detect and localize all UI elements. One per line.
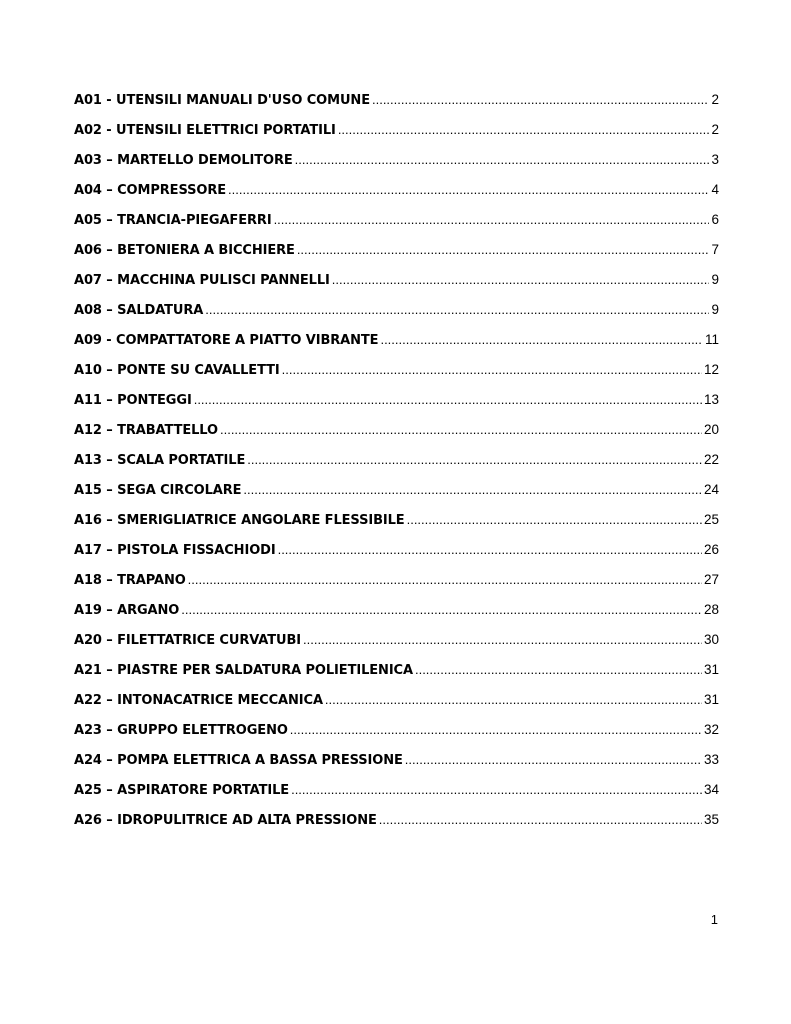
toc-entry-page-number[interactable]: 35 [703, 812, 719, 827]
toc-entry[interactable] [74, 420, 719, 450]
toc-entry-title[interactable]: A04 – COMPRESSORE [74, 183, 227, 198]
toc-entry-title[interactable]: A24 – POMPA ELETTRICA A BASSA PRESSIONE [74, 753, 403, 768]
toc-entry[interactable] [74, 360, 719, 390]
toc-entry-title[interactable]: A12 – TRABATTELLO [74, 423, 218, 438]
toc-entry-title[interactable]: A26 – IDROPULITRICE AD ALTA PRESSIONE [74, 813, 377, 828]
toc-dot-leader [188, 570, 702, 590]
toc-entry-page-number[interactable]: 9 [711, 302, 719, 317]
toc-entry-title[interactable]: A25 – ASPIRATORE PORTATILE [74, 783, 290, 798]
toc-dot-leader [274, 210, 710, 230]
toc-entry[interactable] [74, 540, 719, 570]
toc-entry[interactable] [74, 120, 719, 150]
toc-dot-leader [303, 630, 702, 650]
toc-entry-page-number[interactable]: 26 [703, 542, 719, 557]
toc-entry-title[interactable]: A16 – SMERIGLIATRICE ANGOLARE FLESSIBILE [74, 513, 405, 528]
toc-entry-title[interactable]: A10 – PONTE SU CAVALLETTI [74, 363, 280, 378]
toc-entry-title[interactable]: A21 – PIASTRE PER SALDATURA POLIETILENICA [74, 663, 413, 678]
toc-entry-title[interactable]: A01 - UTENSILI MANUALI D'USO COMUNE [74, 93, 370, 108]
toc-entry-page-number[interactable]: 28 [703, 602, 719, 617]
toc-dot-leader [405, 750, 702, 770]
toc-entry[interactable] [74, 300, 719, 330]
toc-entry-title[interactable]: A02 - UTENSILI ELETTRICI PORTATILI [74, 123, 336, 138]
toc-entry-title[interactable]: A08 – SALDATURA [74, 303, 204, 318]
toc-entry-page-number[interactable]: 31 [703, 662, 719, 677]
toc-dot-leader [297, 240, 710, 260]
toc-entry-title[interactable]: A17 – PISTOLA FISSACHIODI [74, 543, 276, 558]
toc-entry-page-number[interactable]: 22 [703, 452, 719, 467]
toc-dot-leader [338, 120, 710, 140]
toc-dot-leader [332, 270, 710, 290]
toc-dot-leader [379, 810, 702, 830]
toc-entry-page-number[interactable]: 32 [703, 722, 719, 737]
toc-entry-title[interactable]: A03 – MARTELLO DEMOLITORE [74, 153, 293, 168]
toc-entry-title[interactable]: A20 – FILETTATRICE CURVATUBI [74, 633, 302, 648]
toc-entry[interactable] [74, 690, 719, 720]
toc-entry-page-number[interactable]: 7 [711, 242, 719, 257]
toc-entry-page-number[interactable]: 9 [711, 272, 719, 287]
toc-dot-leader [415, 660, 702, 680]
toc-entry[interactable] [74, 330, 719, 360]
toc-entry[interactable] [74, 390, 719, 420]
toc-entry-page-number[interactable]: 20 [703, 422, 719, 437]
toc-entry-title[interactable]: A11 – PONTEGGI [74, 393, 192, 408]
toc-dot-leader [220, 420, 702, 440]
toc-entry-page-number[interactable]: 3 [711, 152, 719, 167]
toc-entry-page-number[interactable]: 25 [703, 512, 719, 527]
toc-entry[interactable] [74, 780, 719, 810]
toc-entry-title[interactable]: A05 – TRANCIA-PIEGAFERRI [74, 213, 272, 228]
toc-entry-page-number[interactable]: 30 [703, 632, 719, 647]
toc-entry-title[interactable]: A18 – TRAPANO [74, 573, 186, 588]
toc-dot-leader [181, 600, 702, 620]
toc-entry-page-number[interactable]: 33 [703, 752, 719, 767]
toc-dot-leader [205, 300, 709, 320]
toc-entry-title[interactable]: A19 – ARGANO [74, 603, 180, 618]
toc-dot-leader [291, 780, 702, 800]
toc-entry-page-number[interactable]: 27 [703, 572, 719, 587]
toc-entry[interactable] [74, 240, 719, 270]
page-number: 1 [710, 912, 718, 927]
toc-entry[interactable] [74, 450, 719, 480]
toc-entry-page-number[interactable]: 34 [703, 782, 719, 797]
toc-entry-title[interactable]: A23 – GRUPPO ELETTROGENO [74, 723, 288, 738]
toc-entry-page-number[interactable]: 24 [703, 482, 719, 497]
toc-dot-leader [407, 510, 702, 530]
toc-dot-leader [372, 90, 710, 110]
toc-entry[interactable] [74, 600, 719, 630]
toc-entry[interactable] [74, 270, 719, 300]
toc-dot-leader [228, 180, 709, 200]
toc-entry[interactable] [74, 150, 719, 180]
toc-dot-leader [247, 450, 702, 470]
toc-dot-leader [325, 690, 702, 710]
toc-entry[interactable] [74, 180, 719, 210]
toc-entry[interactable] [74, 630, 719, 660]
toc-entry-title[interactable]: A22 – INTONACATRICE MECCANICA [74, 693, 323, 708]
toc-entry-page-number[interactable]: 13 [703, 392, 719, 407]
toc-entry-title[interactable]: A15 – SEGA CIRCOLARE [74, 483, 242, 498]
toc-dot-leader [278, 540, 702, 560]
toc-entry[interactable] [74, 210, 719, 240]
toc-entry-page-number[interactable]: 31 [703, 692, 719, 707]
toc-dot-leader [194, 390, 702, 410]
toc-entry[interactable] [74, 660, 719, 690]
toc-entry-title[interactable]: A07 – MACCHINA PULISCI PANNELLI [74, 273, 330, 288]
toc-entry-page-number[interactable]: 12 [703, 362, 719, 377]
toc-entry-page-number[interactable]: 6 [711, 212, 719, 227]
toc-entry-title[interactable]: A09 - COMPATTATORE A PIATTO VIBRANTE [74, 333, 379, 348]
toc-entry-page-number[interactable]: 11 [704, 332, 719, 347]
toc-entry-page-number[interactable]: 2 [711, 92, 719, 107]
toc-dot-leader [295, 150, 710, 170]
toc-entry-title[interactable]: A13 – SCALA PORTATILE [74, 453, 246, 468]
toc-entry[interactable] [74, 90, 719, 120]
toc-entry-title[interactable]: A06 – BETONIERA A BICCHIERE [74, 243, 295, 258]
toc-entry[interactable] [74, 750, 719, 780]
toc-entry[interactable] [74, 480, 719, 510]
toc-dot-leader [282, 360, 702, 380]
toc-dot-leader [290, 720, 702, 740]
toc-entry[interactable] [74, 570, 719, 600]
toc-entry[interactable] [74, 720, 719, 750]
table-of-contents [74, 90, 719, 840]
toc-entry[interactable] [74, 810, 719, 840]
toc-entry[interactable] [74, 510, 719, 540]
toc-entry-page-number[interactable]: 4 [711, 182, 719, 197]
toc-dot-leader [243, 480, 702, 500]
toc-dot-leader [380, 330, 703, 350]
toc-entry-page-number[interactable]: 2 [711, 122, 719, 137]
